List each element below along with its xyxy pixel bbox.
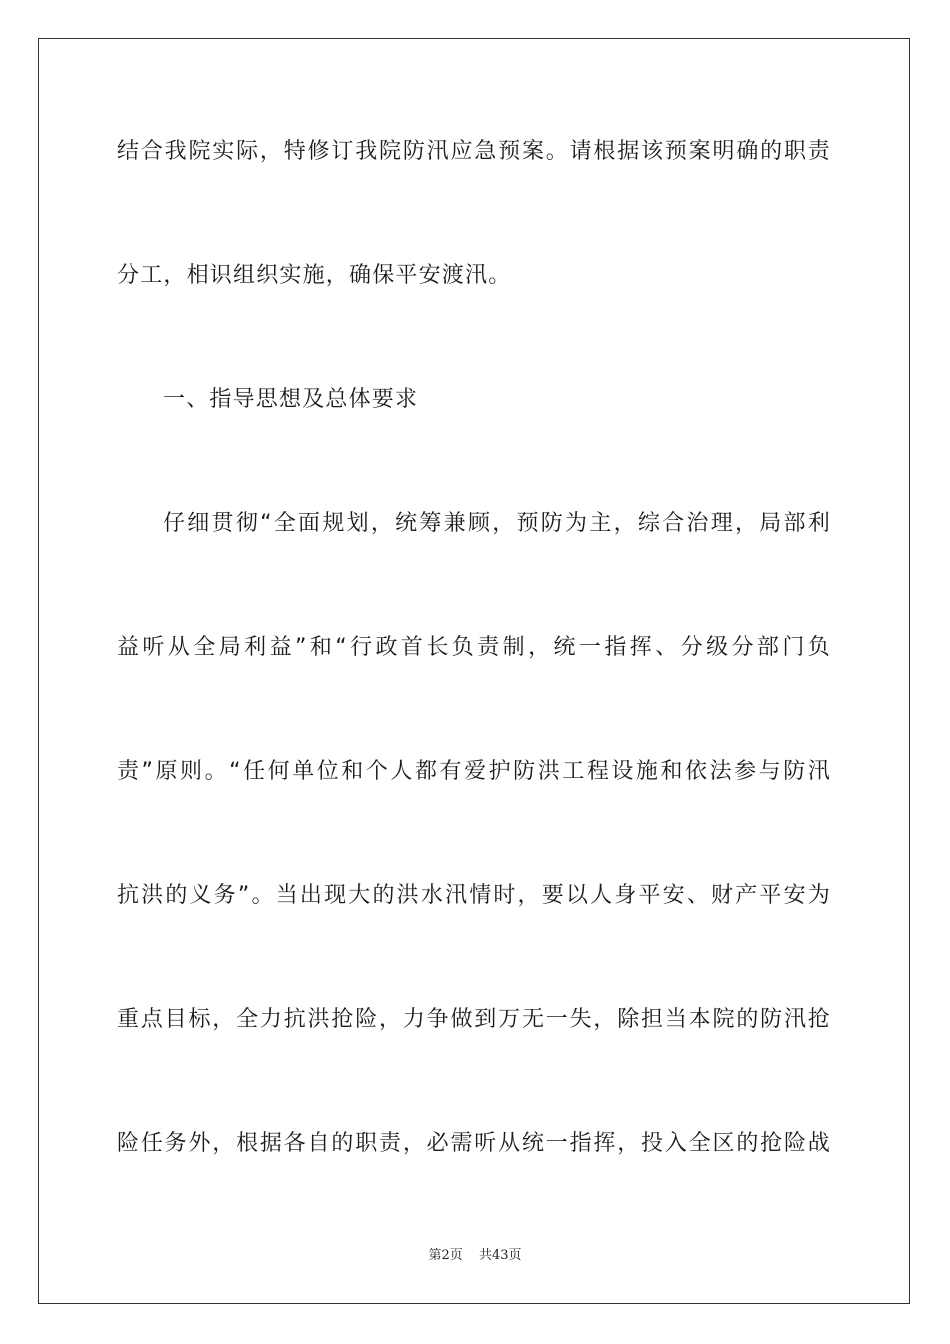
page-number: 第2页 — [428, 1248, 463, 1263]
paragraph-line: 仔细贯彻“全面规划，统筹兼顾，预防为主，综合治理，局部利 — [163, 511, 831, 536]
paragraph-line: 结合我院实际，特修订我院防汛应急预案。请根据该预案明确的职责 — [117, 139, 831, 164]
paragraph-line: 分工，相识组织实施，确保平安渡汛。 — [117, 263, 512, 288]
paragraph-line: 责”原则。“任何单位和个人都有爱护防洪工程设施和依法参与防汛 — [117, 759, 831, 784]
document-body — [117, 128, 831, 1244]
paragraph-line: 益听从全局利益”和“行政首长负责制，统一指挥、分级分部门负 — [117, 635, 831, 660]
page-footer — [0, 1246, 950, 1266]
section-heading: 一、指导思想及总体要求 — [163, 387, 419, 412]
paragraph-line: 险任务外，根据各自的职责，必需听从统一指挥，投入全区的抢险战 — [117, 1131, 831, 1156]
page-total: 共43页 — [478, 1248, 522, 1263]
paragraph-line: 重点目标，全力抗洪抢险，力争做到万无一失，除担当本院的防汛抢 — [117, 1007, 831, 1032]
paragraph-line: 抗洪的义务”。当出现大的洪水汛情时，要以人身平安、财产平安为 — [117, 883, 831, 908]
